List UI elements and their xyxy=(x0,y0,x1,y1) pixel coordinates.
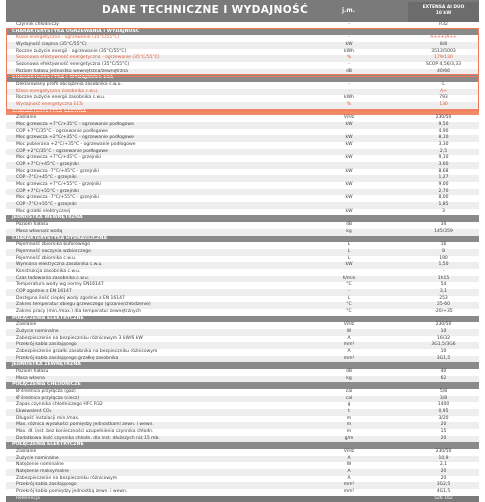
spec-label: Moc grzewcza +7°C/+45°C - grzejniki xyxy=(16,155,102,161)
spec-value: 4,90 xyxy=(438,128,449,134)
spec-unit: mm² xyxy=(343,342,355,348)
spec-label: Poziom hałasu jednostka wewnętrzna/zewnętrzna xyxy=(16,68,128,74)
spec-label: Zużycie nominalne xyxy=(16,328,59,334)
spec-value: 1400 xyxy=(437,402,450,408)
spec-label: Natężenie nominalne xyxy=(16,462,64,468)
spec-row xyxy=(6,369,479,376)
spec-label: CHARAKTERYSTYKA OGRZEWANIA I WYDAJNOŚĆ xyxy=(12,28,140,34)
spec-value: 16/32 xyxy=(437,335,450,341)
spec-value: R32 xyxy=(439,22,448,27)
spec-label: Moc grzewcza +7°C/+55°C - grzejniki xyxy=(16,182,102,188)
spec-label: Czynnik chłodniczy xyxy=(16,22,59,27)
spec-unit: g/m xyxy=(344,435,354,441)
spec-row xyxy=(6,22,479,29)
spec-value: 3G2,5 xyxy=(436,482,451,488)
spec-row xyxy=(6,409,479,416)
spec-value: 16 xyxy=(440,242,447,248)
section-header xyxy=(6,362,479,369)
spec-value: A+++/A++ xyxy=(430,35,457,41)
spec-label: Zakres pracy (min./max.) dla temperatur zewnętrznych xyxy=(16,308,141,314)
spec-value: 3G1,5/3G6 xyxy=(431,342,456,348)
spec-unit: W xyxy=(346,328,352,334)
spec-unit: - xyxy=(348,22,350,27)
spec-value: 10 xyxy=(440,328,447,334)
spec-value: 2,5 xyxy=(439,148,448,154)
spec-label: CHARAKTERYSTYKA GŁÓWNA xyxy=(12,108,87,114)
spec-unit: h/min xyxy=(342,275,356,281)
spec-label: Przekrój kabla pomiędzy jednostką zewn. i wewn. xyxy=(16,489,128,495)
spec-unit: - xyxy=(348,288,350,294)
spec-sheet xyxy=(6,0,479,501)
spec-unit: kW xyxy=(345,168,353,174)
spec-value: 3,60 xyxy=(438,162,449,168)
spec-unit: kW xyxy=(345,182,353,188)
spec-value: 9,00 xyxy=(438,182,449,188)
spec-label: Ø średnica przyłącza (gaz) xyxy=(16,388,76,394)
spec-row xyxy=(6,182,479,189)
spec-label: Wydajność cieplna (35°C/55°C) xyxy=(16,42,87,48)
spec-label: COP +7°C/+55°C - grzejniki xyxy=(16,188,79,194)
spec-unit: mm² xyxy=(343,355,355,361)
spec-value: 230/50 xyxy=(435,115,452,121)
spec-value: 8,68 xyxy=(438,168,449,174)
spec-value: 3,1 xyxy=(439,288,448,294)
spec-unit: dB xyxy=(346,68,352,74)
spec-unit: cal xyxy=(345,388,353,394)
spec-unit: % xyxy=(346,102,352,108)
spec-row xyxy=(6,422,479,429)
spec-label: Moc grzałki elektrycznej xyxy=(16,208,71,214)
spec-value: SCOP 4,56/3,33 xyxy=(425,62,462,68)
spec-label: Moc grzewcza -7°C/+45°C - grzejniki xyxy=(16,168,99,174)
spec-label: Przekrój kabla zasilającego grzałkę zasobnika xyxy=(16,355,119,361)
spec-label: Max. różnica wysokości pomiędzy jednostkami zewn. i wewn. xyxy=(16,422,154,428)
spec-label: Zabezpieczenie na bezpieczniku różnicowym xyxy=(16,475,118,481)
spec-label: COP zgodnie z EN 16147 xyxy=(16,288,72,294)
spec-label: Referencja xyxy=(16,495,40,501)
spec-value: 1,85 xyxy=(438,202,449,208)
spec-unit: kW xyxy=(345,155,353,161)
spec-unit: kWh xyxy=(344,48,354,54)
spec-value: 40 xyxy=(440,368,447,374)
spec-value: 145/359 xyxy=(434,228,453,234)
spec-label: Dostępna ilość ciepłej wody zgodnie z EN 16147 xyxy=(16,295,125,301)
spec-row xyxy=(6,262,479,269)
spec-unit: mm² xyxy=(343,489,355,495)
model-power: 10 kW xyxy=(435,11,452,16)
spec-label: Zasilanie xyxy=(16,449,37,454)
spec-unit: A xyxy=(347,475,351,481)
spec-unit: V/Hz xyxy=(343,449,355,454)
spec-row xyxy=(6,449,479,456)
spec-row xyxy=(6,322,479,329)
page-title: DANE TECHNICZNE I WYDAJNOŚĆ xyxy=(102,4,309,16)
spec-unit: L xyxy=(347,248,351,254)
spec-value: 8,10 xyxy=(438,135,449,141)
spec-value: 9,10 xyxy=(438,155,449,161)
spec-label: Wymiana elektryczna zasobnika c.w.u. xyxy=(16,262,103,268)
spec-row xyxy=(6,349,479,356)
spec-label: Czas ładowania zasobnika c.w.u. xyxy=(16,275,90,281)
spec-value: 20 xyxy=(440,422,447,428)
spec-row xyxy=(6,35,479,42)
spec-label: Ø średnica przyłącza (ciecz) xyxy=(16,395,80,401)
spec-value: 3,30 xyxy=(438,142,449,148)
spec-unit: A xyxy=(347,455,351,461)
spec-value: 2,70 xyxy=(438,188,449,194)
spec-value: 1,27 xyxy=(438,175,449,181)
spec-unit: kg xyxy=(346,228,352,234)
spec-row xyxy=(6,402,479,409)
spec-value: 8/8 xyxy=(439,42,448,48)
spec-row xyxy=(6,62,479,69)
spec-value: 20 xyxy=(440,475,447,481)
spec-value: 4G1,5 xyxy=(436,489,451,495)
spec-row xyxy=(6,269,479,276)
spec-value: 130 xyxy=(439,102,448,108)
spec-unit: - xyxy=(348,82,350,88)
spec-row xyxy=(6,42,479,49)
section-header xyxy=(6,215,479,222)
spec-label: Klasa energetyczna zasobnika c.w.u. xyxy=(16,88,99,94)
spec-unit: m xyxy=(346,415,352,421)
spec-row xyxy=(6,102,479,109)
spec-row xyxy=(6,282,479,289)
spec-unit: - xyxy=(348,35,350,41)
title-bar xyxy=(6,0,479,22)
spec-unit: - xyxy=(348,88,350,94)
spec-row xyxy=(6,249,479,256)
spec-value: 15 xyxy=(440,428,447,434)
spec-label: Przekrój kabla zasilającego xyxy=(16,482,77,488)
spec-value: 8,00 xyxy=(438,195,449,201)
spec-value: 230/50 xyxy=(435,449,452,454)
spec-label: COP +7°C/35°C - ogrzewanie podłogowe xyxy=(16,128,108,134)
spec-value: A+ xyxy=(440,88,447,94)
spec-value: 62 xyxy=(440,375,447,381)
spec-label: Klasa energetyczna - ogrzewanie (35°C/55°C) xyxy=(16,35,120,41)
spec-label: COP +2°C/35°C - ogrzewanie podłogowe xyxy=(16,148,108,154)
spec-unit: dB xyxy=(346,222,352,228)
spec-unit: t xyxy=(348,408,350,414)
spec-unit: W xyxy=(346,462,352,468)
spec-unit: A xyxy=(347,469,351,475)
spec-label: Przekrój kabla zasilającego xyxy=(16,342,77,348)
spec-row xyxy=(6,202,479,209)
spec-label: Ekwiwalent CO₂ xyxy=(16,408,52,414)
spec-label: Długość instalacji min./max. xyxy=(16,415,80,421)
spec-value: 3G1,5 xyxy=(436,355,451,361)
spec-label: Konstrukcja zasobnika c.w.u. xyxy=(16,268,81,274)
spec-unit: g xyxy=(347,402,351,408)
spec-label: Poziom hałasu xyxy=(16,222,49,228)
spec-label: Poziom hałasu xyxy=(16,368,49,374)
spec-value: 34 xyxy=(440,222,447,228)
spec-row xyxy=(6,242,479,249)
section-header xyxy=(6,442,479,449)
spec-value: 179/130 xyxy=(434,55,453,61)
spec-label: Wydajność energetyczna ECS xyxy=(16,102,83,108)
spec-label: Zasilanie xyxy=(16,322,37,328)
spec-label: Dodatkowa ilość czynnika chłodn. dla inst. dłuższych niż 15 mb. xyxy=(16,435,160,441)
spec-value: 190 xyxy=(439,255,448,261)
spec-unit: dB xyxy=(346,368,352,374)
spec-unit: kW xyxy=(345,195,353,201)
spec-value: 2,1 xyxy=(439,462,448,468)
spec-value: 10 xyxy=(440,348,447,354)
section-header-main xyxy=(6,109,479,116)
spec-row xyxy=(6,462,479,469)
spec-unit: °C xyxy=(346,308,352,314)
model-name: EXTENSA AI DUO xyxy=(422,5,465,10)
spec-label: POŁĄCZENIA ELEKTRYCZNE xyxy=(12,315,84,321)
spec-row xyxy=(6,429,479,436)
spec-unit: °C xyxy=(346,282,352,288)
section-header xyxy=(6,382,479,389)
spec-label: Natężenie maksymalne xyxy=(16,469,69,475)
spec-value: - xyxy=(442,268,445,274)
section-header xyxy=(6,316,479,323)
spec-label: COP -7°C/+55°C - grzejniki xyxy=(16,202,77,208)
spec-label: CHARAKTERYSTYKA I WYDAJNOŚĆ ECS xyxy=(12,75,114,81)
spec-label: Zabezpieczenie grzałki zasobnika na bezpieczniku różnicowym xyxy=(16,348,158,354)
spec-label: Deklarowany profil obciążenia zasobnika c.w.u. xyxy=(16,82,122,88)
spec-row xyxy=(6,162,479,169)
spec-value: 20 xyxy=(440,435,447,441)
spec-unit: kW xyxy=(345,122,353,128)
spec-value: 3/8 xyxy=(439,395,448,401)
reference-row xyxy=(6,496,479,502)
spec-unit: mm² xyxy=(343,482,355,488)
spec-unit: m xyxy=(346,428,352,434)
spec-label: COP -7°C/+45°C - grzejniki xyxy=(16,175,77,181)
spec-value: 40/66 xyxy=(437,68,450,74)
spec-label: COP +7°C/+45°C - grzejniki xyxy=(16,162,79,168)
spec-label: Pojemność naczynia wzbiorczego xyxy=(16,248,91,254)
spec-label: Sezonowa efektywność energetyczna - ogrzewanie (35°C/55°C) xyxy=(16,55,160,61)
spec-unit: kW xyxy=(345,135,353,141)
spec-value: 230/50 xyxy=(435,322,452,328)
spec-value: 526 162 xyxy=(434,495,453,501)
spec-unit: A xyxy=(347,348,351,354)
spec-value: 20 xyxy=(440,469,447,475)
spec-label: Zakres temperatur obiegu grzewczego (grzanie/chłodzenie) xyxy=(16,302,151,308)
spec-row xyxy=(6,289,479,296)
spec-label: Pojemność zbiornika buforowego xyxy=(16,242,90,248)
spec-unit: °C xyxy=(346,302,352,308)
spec-label: POŁĄCZENIA ELEKTRYCZNE xyxy=(12,442,84,448)
spec-row xyxy=(6,469,479,476)
spec-label: Temperatura wody wg normy EN16147 xyxy=(16,282,104,288)
spec-row xyxy=(6,142,479,149)
spec-row xyxy=(6,329,479,336)
spec-row xyxy=(6,456,479,463)
spec-label: Moc pobierana +2°C/+35°C - ogrzewanie podłogowe xyxy=(16,142,136,148)
spec-value: 9,50 xyxy=(438,122,449,128)
spec-row xyxy=(6,82,479,89)
spec-label: Zapas czynnika chłodniczego HFC R32 xyxy=(16,402,103,408)
spec-unit: kW xyxy=(345,42,353,48)
spec-label: POŁĄCZENIA CHŁODNICZE xyxy=(12,382,81,388)
spec-label: Roczne zużycie energii zasobnika c.w.u. xyxy=(16,95,106,101)
spec-label: JEDNOSTKA WEWNĘTRZNA xyxy=(12,215,83,221)
spec-value: 3 xyxy=(442,208,445,214)
spec-unit: kW xyxy=(345,208,353,214)
spec-row xyxy=(6,122,479,129)
spec-unit: - xyxy=(348,62,350,68)
spec-value: 1,50 xyxy=(438,262,449,268)
spec-row xyxy=(6,309,479,316)
spec-table xyxy=(6,22,479,502)
spec-unit: L xyxy=(347,255,351,261)
spec-row xyxy=(6,302,479,309)
spec-unit: L xyxy=(347,242,351,248)
spec-label: Moc grzewcza -7°C/+55°C - grzejniki xyxy=(16,195,99,201)
spec-row xyxy=(6,342,479,349)
spec-value: 25-60 xyxy=(436,302,451,308)
spec-row xyxy=(6,389,479,396)
spec-label: Pojemność zbiornika c.w.u. xyxy=(16,255,77,261)
spec-label: Zasilanie xyxy=(16,115,37,121)
spec-unit: kW xyxy=(345,142,353,148)
spec-value: 1h15 xyxy=(437,275,450,281)
spec-row xyxy=(6,222,479,229)
spec-value: 10,9 xyxy=(438,455,449,461)
spec-label: Zużycie nominalne xyxy=(16,455,59,461)
spec-value: 8 xyxy=(442,248,445,254)
spec-label: Masa własna xyxy=(16,375,45,381)
spec-row xyxy=(6,229,479,236)
spec-label: CHARAKTERYSTYKA HYDRAULICZNA xyxy=(12,235,108,241)
spec-unit: L xyxy=(347,295,351,301)
spec-label: Roczne zużycie energii - ogrzewanie (35°C/55°C) xyxy=(16,48,127,54)
spec-unit: % xyxy=(346,55,352,61)
spec-unit: V/Hz xyxy=(343,322,355,328)
spec-unit: m xyxy=(346,422,352,428)
spec-value: 5/8 xyxy=(439,388,448,394)
spec-value: 793 xyxy=(439,95,448,101)
spec-label: Masa własna/z wodą xyxy=(16,228,63,234)
spec-unit: V/Hz xyxy=(343,115,355,121)
spec-label: Max. dł. inst. bez konieczności uzupełnienia czynnika chłodn. xyxy=(16,428,154,434)
spec-row xyxy=(6,489,479,496)
spec-unit: A xyxy=(347,335,351,341)
spec-label: Moc grzewcza +2°C/+35°C - ogrzewanie podłogowe xyxy=(16,135,134,141)
spec-label: Sezonowa efektywność energetyczna (35°C/55°C) xyxy=(16,62,130,68)
spec-unit: cal xyxy=(345,395,353,401)
spec-value: 3/20 xyxy=(438,415,449,421)
spec-value: 54 xyxy=(440,282,447,288)
spec-value: 253 xyxy=(439,295,448,301)
spec-value: L xyxy=(442,82,445,88)
spec-label: Zabezpieczenie na bezpieczniku różnicowym 3 kW/6 kW xyxy=(16,335,143,341)
model-column-header xyxy=(408,2,479,22)
spec-unit: kg xyxy=(346,375,352,381)
spec-value: 0,95 xyxy=(438,408,449,414)
spec-value: 3513/5003 xyxy=(431,48,456,54)
spec-unit: kWh xyxy=(344,95,354,101)
spec-value: -20/+35 xyxy=(434,308,453,314)
spec-label: Moc grzewcza +7°C/+35°C - ogrzewanie podłogowe xyxy=(16,122,134,128)
spec-label: JEDNOSTKA ZEWNĘTRZNA xyxy=(12,362,81,368)
spec-unit: kW xyxy=(345,262,353,268)
unit-column-header: j.m. xyxy=(342,7,355,14)
